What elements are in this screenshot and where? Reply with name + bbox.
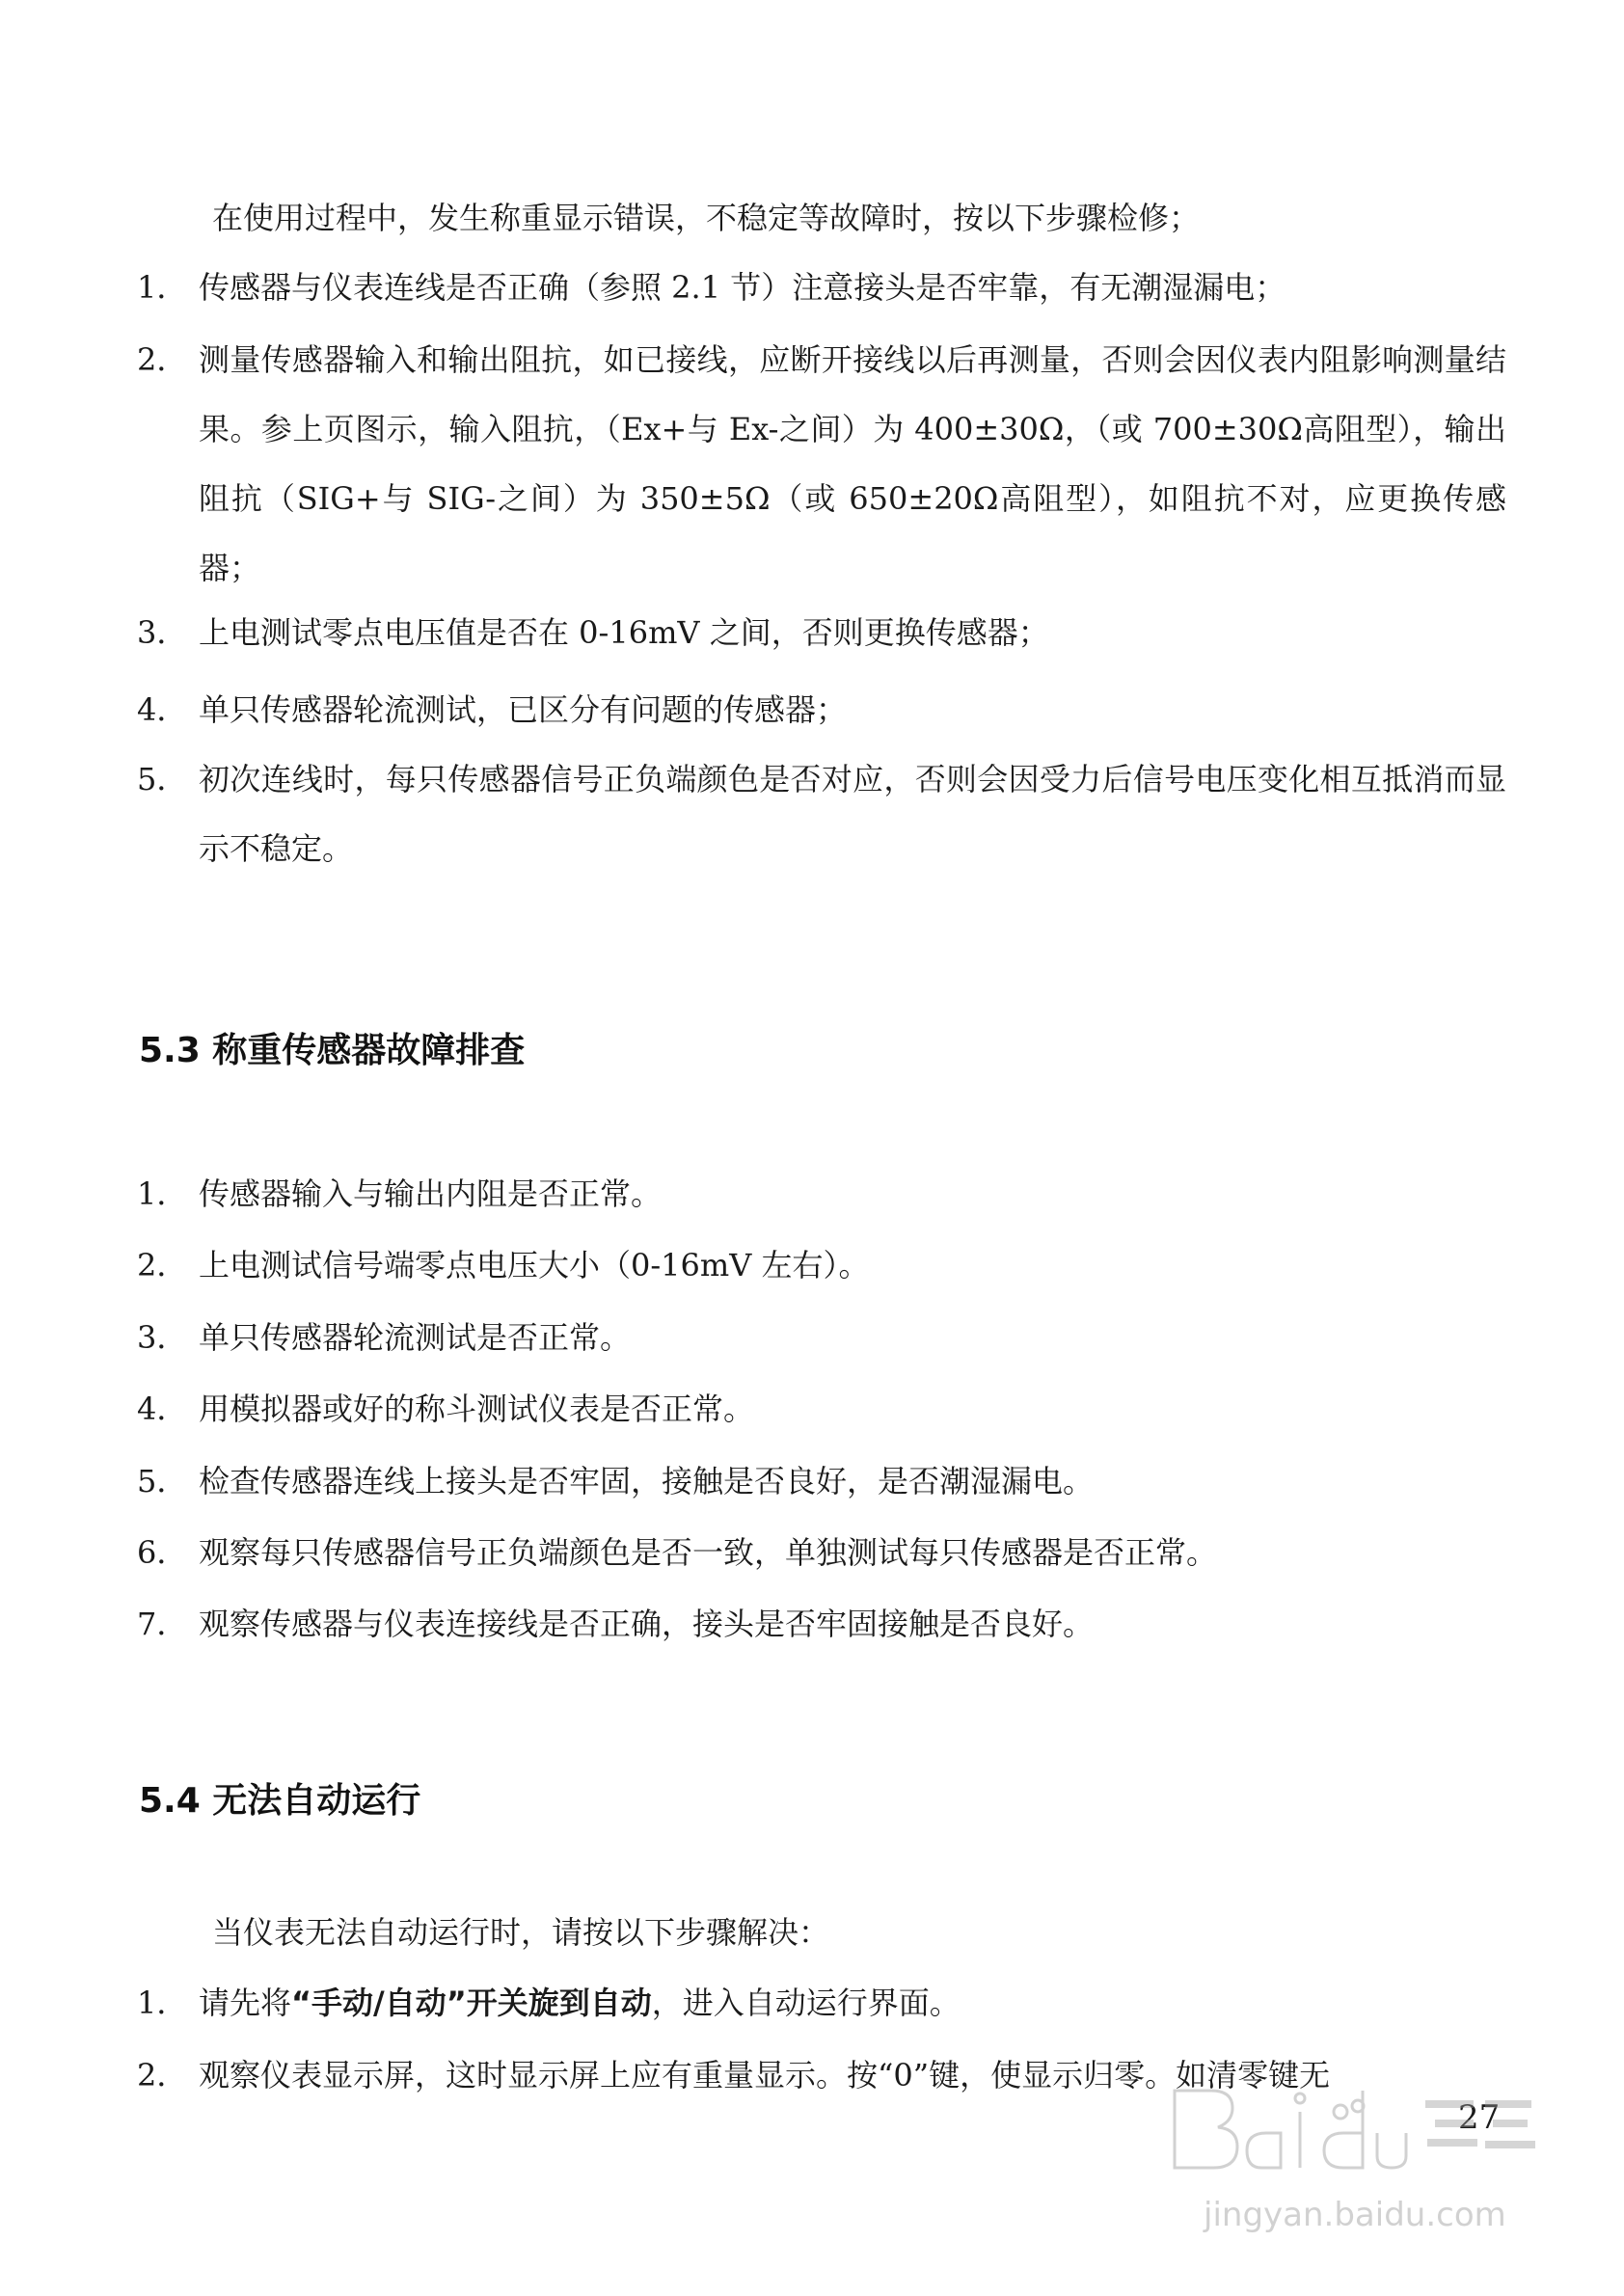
list-item-number: 1． <box>137 1175 188 1212</box>
list-item-number: 3． <box>137 614 188 651</box>
list-item <box>137 1446 1506 1516</box>
list-item-number: 4． <box>137 691 188 728</box>
list-item-number: 2． <box>137 1247 188 1283</box>
list-item-number: 7． <box>137 1606 188 1642</box>
list-item-number: 6． <box>137 1534 188 1571</box>
list-item-number: 1． <box>137 269 188 306</box>
list-item <box>137 744 1506 883</box>
list-item-text: 检查传感器连线上接头是否牢固，接触是否良好，是否潮湿漏电。 <box>199 1463 1095 1499</box>
list-item <box>137 253 1506 322</box>
list-item-number: 5． <box>137 761 188 797</box>
list-item <box>137 1374 1506 1444</box>
page-number: 27 <box>1458 2098 1501 2137</box>
section-heading-5-4: 5.4 无法自动运行 <box>139 1781 421 1821</box>
list-item-text: 测量传感器输入和输出阻抗，如已接线，应断开接线以后再测量，否则会因仪表内阻影响测量结果。参上页图示，输入阻抗，（Ex+与 Ex-之间）为 400±30Ω，（或 700±30Ω高阻型），输出阻抗（SIG+与 SIG-之间）为 350±5Ω（或 650±20Ω高阻型），如阻抗不对，应更换传感器； <box>199 341 1506 586</box>
list-item <box>137 1589 1506 1659</box>
list-item-number: 2． <box>137 2057 188 2093</box>
list-item-text: 上电测试零点电压值是否在 0-16mV 之间，否则更换传感器； <box>199 614 1049 651</box>
list-item-text: 单只传感器轮流测试是否正常。 <box>199 1319 632 1356</box>
list-item-text: 传感器与仪表连线是否正确（参照 2.1 节）注意接头是否牢靠，有无潮湿漏电； <box>199 269 1286 306</box>
list-item <box>137 675 1506 744</box>
list-item-text: 初次连线时，每只传感器信号正负端颜色是否对应，否则会因受力后信号电压变化相互抵消而显示不稳定。 <box>199 761 1506 867</box>
list-item-number: 2． <box>137 341 188 378</box>
list-item-text <box>199 1968 1506 2038</box>
section-intro: 当仪表无法自动运行时，请按以下步骤解决： <box>212 1914 830 1951</box>
list-item <box>137 1518 1506 1587</box>
list-item <box>137 598 1506 667</box>
list-item-text: 上电测试信号端零点电压大小（0-16mV 左右）。 <box>199 1247 870 1283</box>
list-item <box>137 1303 1506 1372</box>
list-item-text: 观察仪表显示屏，这时显示屏上应有重量显示。按“0”键，使显示归零。如清零键无 <box>199 2057 1331 2093</box>
section-heading-5-3: 5.3 称重传感器故障排查 <box>139 1031 526 1070</box>
list-item-number: 3． <box>137 1319 188 1356</box>
list-item-text: 观察传感器与仪表连接线是否正确，接头是否牢固接触是否良好。 <box>199 1606 1095 1642</box>
list-item-number: 1． <box>137 1985 188 2021</box>
list-item <box>137 1968 1506 2038</box>
text-pre: 请先将 <box>199 1985 292 2021</box>
list-item-number: 5． <box>137 1463 188 1499</box>
svg-text:jingyan.baidu.com: jingyan.baidu.com <box>1204 2196 1506 2234</box>
baidu-jingyan-watermark <box>1146 2062 1551 2255</box>
bold-emphasis: “手动/自动”开关旋到自动 <box>291 1985 652 2021</box>
list-item-text: 观察每只传感器信号正负端颜色是否一致，单独测试每只传感器是否正常。 <box>199 1534 1218 1571</box>
section-intro: 在使用过程中，发生称重显示错误，不稳定等故障时，按以下步骤检修； <box>212 200 1201 236</box>
list-item <box>137 1230 1506 1300</box>
list-item-text: 用模拟器或好的称斗测试仪表是否正常。 <box>199 1391 755 1427</box>
list-item <box>137 325 1506 603</box>
list-item <box>137 1159 1506 1229</box>
list-item-text: 传感器输入与输出内阻是否正常。 <box>199 1175 663 1212</box>
list-item-number: 4． <box>137 1391 188 1427</box>
text-post: ，进入自动运行界面。 <box>651 1985 961 2021</box>
list-item-text: 单只传感器轮流测试，已区分有问题的传感器； <box>199 691 848 728</box>
